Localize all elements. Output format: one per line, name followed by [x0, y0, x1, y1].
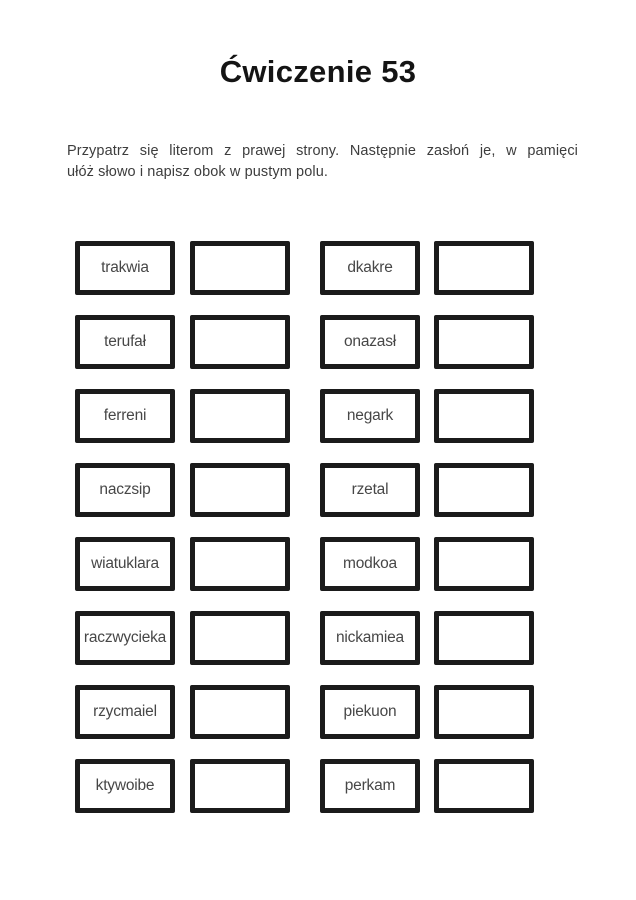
word-box: [320, 611, 420, 665]
answer-box: [434, 685, 534, 739]
instruction-line-2: ułóż słowo i napisz obok w pustym polu.: [67, 164, 328, 180]
word-label: trakwia: [101, 259, 149, 276]
word-label: naczsip: [99, 481, 151, 498]
answer-box: [190, 463, 290, 517]
word-box: [320, 537, 420, 591]
word-box: [320, 315, 420, 369]
word-label: terufał: [104, 333, 146, 350]
word-box: [75, 241, 175, 295]
answer-box: [434, 389, 534, 443]
answer-box: [434, 537, 534, 591]
word-label: modkoa: [343, 555, 397, 572]
word-grid: [0, 241, 636, 813]
word-row: [75, 611, 636, 665]
answer-box: [434, 759, 534, 813]
page-title: Ćwiczenie 53: [219, 54, 417, 89]
word-row: [75, 685, 636, 739]
answer-box: [190, 537, 290, 591]
word-label: dkakre: [347, 259, 393, 276]
word-box: [320, 241, 420, 295]
instructions: [67, 141, 578, 183]
word-box: [75, 685, 175, 739]
word-box: [320, 685, 420, 739]
answer-box: [190, 611, 290, 665]
word-box: [320, 463, 420, 517]
word-box: [75, 759, 175, 813]
word-box: [320, 759, 420, 813]
answer-box: [434, 315, 534, 369]
word-row: [75, 537, 636, 591]
word-label: wiatuklara: [91, 555, 159, 572]
word-label: raczwycieka: [83, 629, 167, 646]
answer-box: [434, 241, 534, 295]
answer-box: [434, 463, 534, 517]
word-box: [75, 463, 175, 517]
word-box: [75, 315, 175, 369]
word-label: negark: [346, 407, 394, 424]
answer-box: [190, 315, 290, 369]
word-label: perkam: [344, 777, 396, 794]
answer-box: [190, 685, 290, 739]
word-row: [75, 463, 636, 517]
word-box: [75, 537, 175, 591]
answer-box: [434, 611, 534, 665]
word-label: rzetal: [351, 481, 389, 498]
word-box: [75, 611, 175, 665]
word-label: nickamiea: [336, 629, 404, 646]
word-box: [320, 389, 420, 443]
word-row: [75, 315, 636, 369]
word-label: piekuon: [343, 703, 397, 720]
word-label: onazasł: [343, 333, 397, 350]
instruction-line-1: Przypatrz się literom z prawej strony. Następnie zasłoń je, w pamięci: [67, 143, 578, 159]
word-box: [75, 389, 175, 443]
answer-box: [190, 389, 290, 443]
answer-box: [190, 759, 290, 813]
answer-box: [190, 241, 290, 295]
word-label: ferreni: [103, 407, 147, 424]
word-label: ktywoibe: [95, 777, 155, 794]
word-row: [75, 241, 636, 295]
word-label: rzycmaiel: [93, 703, 157, 720]
word-row: [75, 389, 636, 443]
word-row: [75, 759, 636, 813]
